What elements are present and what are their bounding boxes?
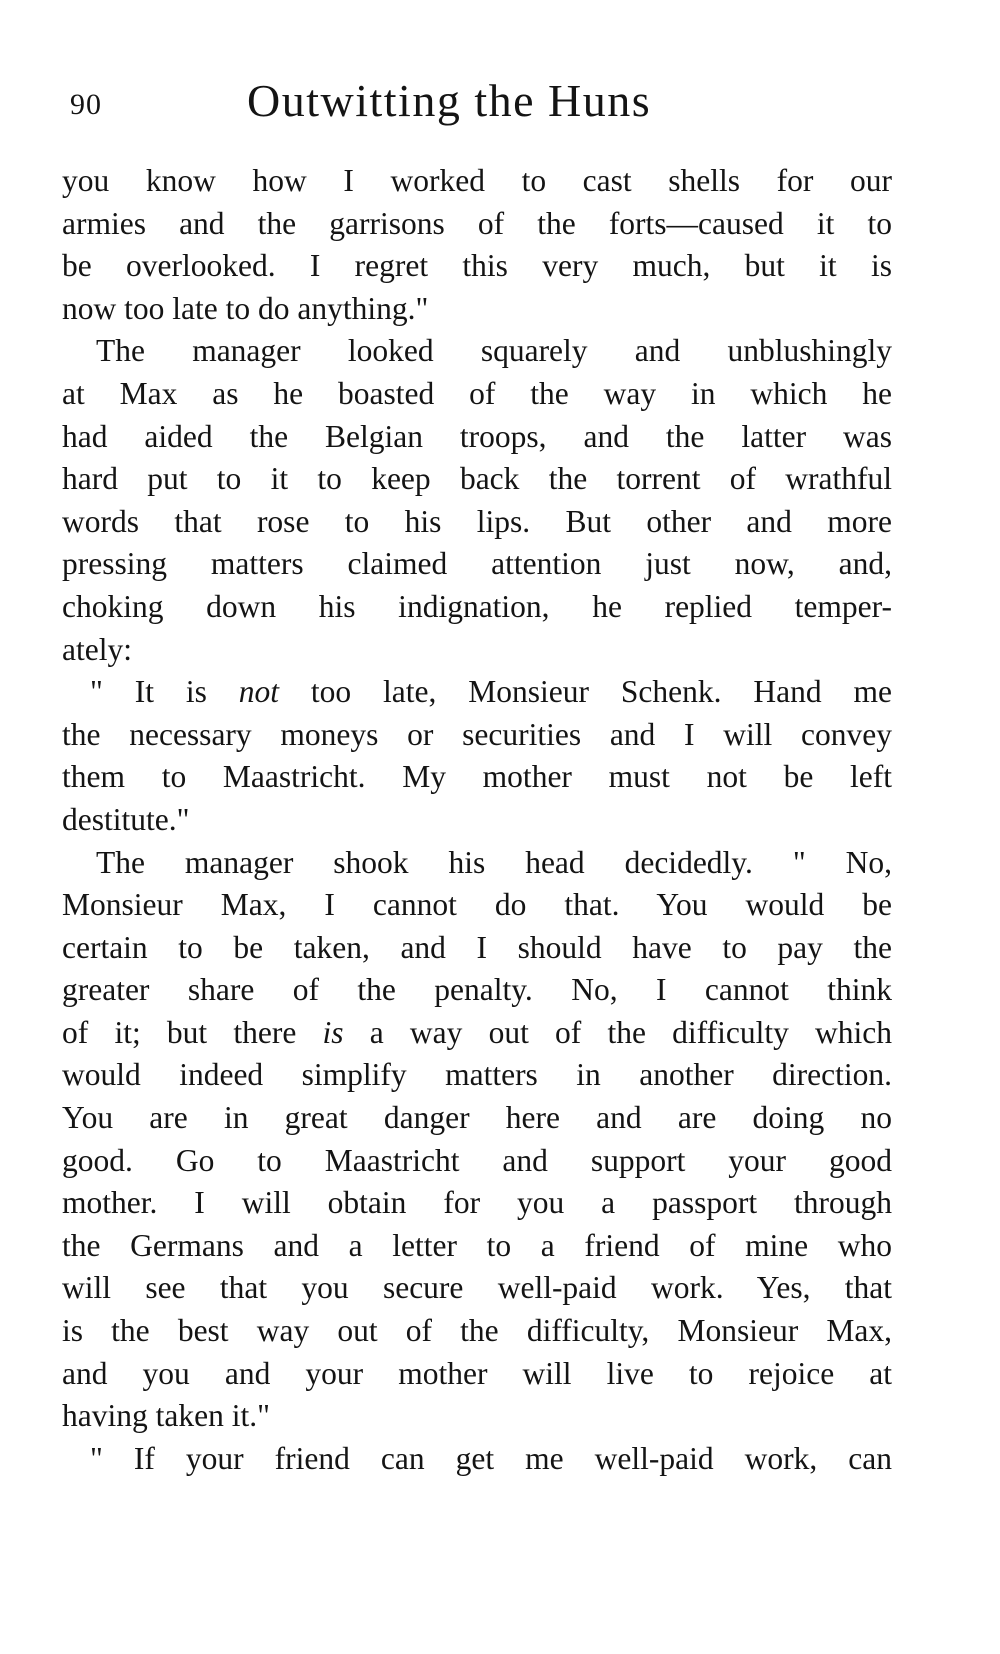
text-line: the necessary moneys or securities and I will convey — [62, 716, 892, 752]
text-line: You are in great danger here and are doing no — [62, 1100, 892, 1136]
text-line — [62, 1012, 892, 1055]
text-line: the Germans and a letter to a friend of mine who — [62, 1227, 892, 1263]
text-line: Monsieur Max, I cannot do that. You would be — [62, 887, 892, 923]
text-line: " If your friend can get me well-paid work, can — [90, 1440, 892, 1476]
text-line: ately: — [62, 631, 132, 667]
text-line: mother. I will obtain for you a passport through — [62, 1185, 892, 1221]
text-line: greater share of the penalty. No, I cannot think — [62, 972, 892, 1008]
running-title: Outwitting the Huns — [247, 75, 652, 126]
text-line: hard put to it to keep back the torrent of wrathful — [62, 461, 892, 497]
text-line: is the best way out of the difficulty, Monsieur Max, — [62, 1313, 892, 1349]
text-segment: " It is — [90, 674, 239, 710]
text-line: having taken it." — [62, 1398, 270, 1434]
text-line: The manager shook his head decidedly. " No, — [96, 844, 892, 880]
text-line: The manager looked squarely and unblushingly — [96, 333, 892, 369]
text-line: them to Maastricht. My mother must not be left — [62, 759, 892, 795]
page-header — [62, 70, 942, 140]
text-line: pressing matters claimed attention just now, and, — [62, 546, 892, 582]
emphasis: is — [322, 1014, 344, 1050]
text-line: would indeed simplify matters in another direction. — [62, 1057, 892, 1093]
text-line: words that rose to his lips. But other and more — [62, 503, 892, 539]
body-text — [62, 160, 892, 1480]
text-segment: of it; but there — [62, 1014, 323, 1050]
text-segment: too late, Monsieur Schenk. Hand me — [279, 674, 892, 710]
text-line: good. Go to Maastricht and support your good — [62, 1142, 892, 1178]
text-line — [62, 671, 892, 714]
emphasis: not — [238, 674, 280, 710]
text-line: had aided the Belgian troops, and the latter was — [62, 418, 892, 454]
text-line: will see that you secure well-paid work. Yes, that — [62, 1270, 892, 1306]
text-line: choking down his indignation, he replied temper- — [62, 588, 892, 624]
text-line: certain to be taken, and I should have to pay the — [62, 929, 892, 965]
text-line: now too late to do anything." — [62, 290, 429, 326]
text-line: destitute." — [62, 801, 190, 837]
text-line: at Max as he boasted of the way in which he — [62, 375, 892, 411]
text-segment: a way out of the difficulty which — [343, 1014, 892, 1050]
text-line: be overlooked. I regret this very much, but it is — [62, 248, 892, 284]
text-line: you know how I worked to cast shells for our — [62, 163, 892, 198]
text-line: and you and your mother will live to rejoice at — [62, 1355, 892, 1391]
page-number: 90 — [70, 88, 102, 121]
text-line: armies and the garrisons of the forts—caused it to — [62, 205, 892, 241]
